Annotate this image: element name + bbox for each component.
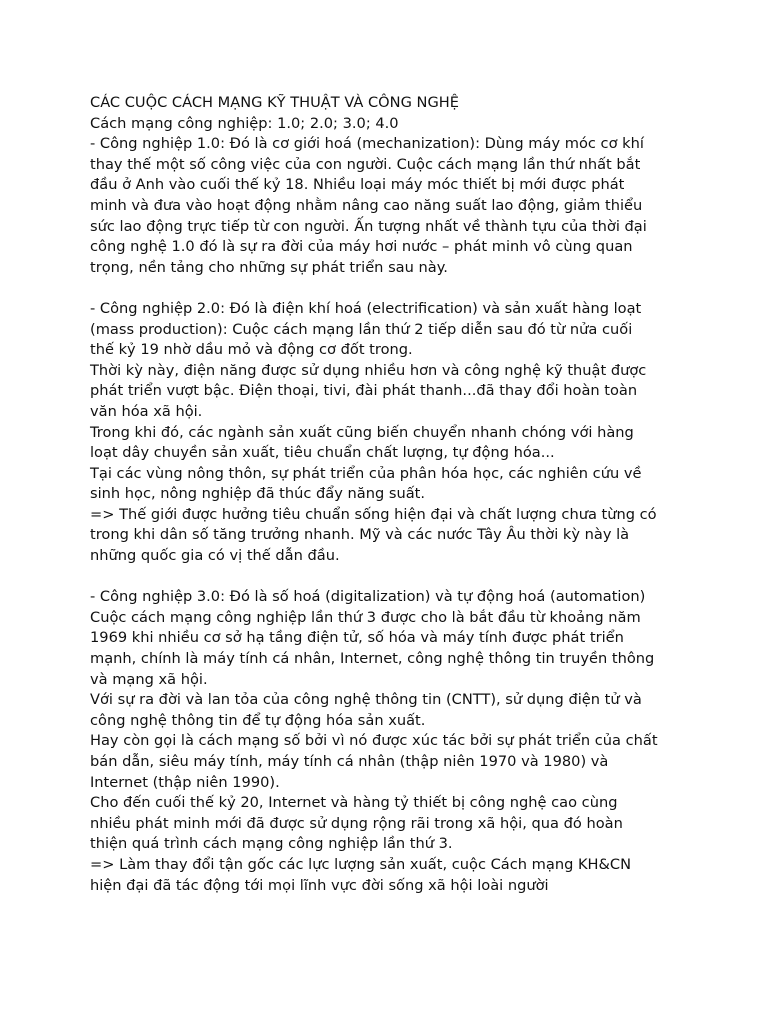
paragraph-line: mạnh, chính là máy tính cá nhân, Internet, công nghệ thông tin truyền thông: [90, 650, 655, 668]
paragraph-line: và mạng xã hội.: [90, 670, 208, 688]
paragraph-line: Với sự ra đời và lan tỏa của công nghệ thông tin (CNTT), sử dụng điện tử và: [90, 691, 642, 709]
paragraph-line: bán dẫn, siêu máy tính, máy tính cá nhân (thập niên 1970 và 1980) và: [90, 753, 609, 770]
document-subtitle: Cách mạng công nghiệp: 1.0; 2.0; 3.0; 4.0: [90, 114, 399, 132]
paragraph-line: những quốc gia có vị thế dẫn đầu.: [90, 547, 340, 565]
document-body: [90, 93, 690, 896]
paragraph-line: văn hóa xã hội.: [90, 402, 203, 420]
paragraph-line: - Công nghiệp 2.0: Đó là điện khí hoá (electrification) và sản xuất hàng loạt: [90, 299, 642, 317]
paragraph-line: Tại các vùng nông thôn, sự phát triển của phân hóa học, các nghiên cứu về: [90, 464, 642, 482]
section-industry-2: [90, 299, 690, 567]
paragraph-line: thế kỷ 19 nhờ dầu mỏ và động cơ đốt trong.: [90, 341, 413, 359]
paragraph-line: đầu ở Anh vào cuối thế kỷ 18. Nhiều loại máy móc thiết bị mới được phát: [90, 176, 625, 194]
paragraph-line: công nghệ 1.0 đó là sự ra đời của máy hơi nước – phát minh vô cùng quan: [90, 238, 633, 256]
paragraph-line: Cuộc cách mạng công nghiệp lần thứ 3 được cho là bắt đầu từ khoảng năm: [90, 608, 641, 626]
blank-line: [90, 567, 690, 588]
paragraph-line: hiện đại đã tác động tới mọi lĩnh vực đời sống xã hội loài người: [90, 876, 549, 894]
paragraph-line: - Công nghiệp 3.0: Đó là số hoá (digitalization) và tự động hoá (automation): [90, 588, 646, 606]
paragraph-line: sinh học, nông nghiệp đã thúc đẩy năng suất.: [90, 485, 426, 503]
paragraph-line: công nghệ thông tin để tự động hóa sản xuất.: [90, 711, 426, 729]
section-industry-3: [90, 587, 690, 896]
paragraph-line: sức lao động trực tiếp từ con người. Ấn tượng nhất về thành tựu của thời đại: [90, 217, 647, 235]
paragraph-line: => Làm thay đổi tận gốc các lực lượng sản xuất, cuộc Cách mạng KH&CN: [90, 855, 632, 873]
section-industry-1: [90, 134, 690, 278]
paragraph-line: (mass production): Cuộc cách mạng lần thứ 2 tiếp diễn sau đó từ nửa cuối: [90, 320, 633, 338]
paragraph-line: 1969 khi nhiều cơ sở hạ tầng điện tử, số hóa và máy tính được phát triển: [90, 629, 624, 647]
paragraph-line: trong khi dân số tăng trưởng nhanh. Mỹ và các nước Tây Âu thời kỳ này là: [90, 526, 630, 544]
paragraph-line: trọng, nền tảng cho những sự phát triển sau này.: [90, 258, 448, 276]
paragraph-line: Hay còn gọi là cách mạng số bởi vì nó được xúc tác bởi sự phát triển của chất: [90, 732, 658, 750]
paragraph-line: => Thế giới được hưởng tiêu chuẩn sống hiện đại và chất lượng chưa từng có: [90, 505, 657, 523]
paragraph-line: thiện quá trình cách mạng công nghiệp lần thứ 3.: [90, 835, 453, 853]
paragraph-line: thay thế một số công việc của con người. Cuộc cách mạng lần thứ nhất bắt: [90, 155, 641, 173]
paragraph-line: Cho đến cuối thế kỷ 20, Internet và hàng tỷ thiết bị công nghệ cao cùng: [90, 794, 618, 812]
paragraph-line: - Công nghiệp 1.0: Đó là cơ giới hoá (mechanization): Dùng máy móc cơ khí: [90, 135, 644, 153]
paragraph-line: phát triển vượt bậc. Điện thoại, tivi, đài phát thanh...đã thay đổi hoàn toàn: [90, 382, 638, 400]
blank-line: [90, 278, 690, 299]
paragraph-line: Internet (thập niên 1990).: [90, 773, 280, 791]
paragraph-line: minh và đưa vào hoạt động nhằm nâng cao năng suất lao động, giảm thiểu: [90, 196, 643, 214]
document-title: CÁC CUỘC CÁCH MẠNG KỸ THUẬT VÀ CÔNG NGHỆ: [90, 94, 459, 111]
paragraph-line: nhiều phát minh mới đã được sử dụng rộng rãi trong xã hội, qua đó hoàn: [90, 814, 623, 832]
paragraph-line: loạt dây chuyền sản xuất, tiêu chuẩn chất lượng, tự động hóa...: [90, 444, 555, 462]
paragraph-line: Trong khi đó, các ngành sản xuất cũng biến chuyển nhanh chóng với hàng: [90, 423, 634, 441]
paragraph-line: Thời kỳ này, điện năng được sử dụng nhiều hơn và công nghệ kỹ thuật được: [90, 361, 647, 379]
